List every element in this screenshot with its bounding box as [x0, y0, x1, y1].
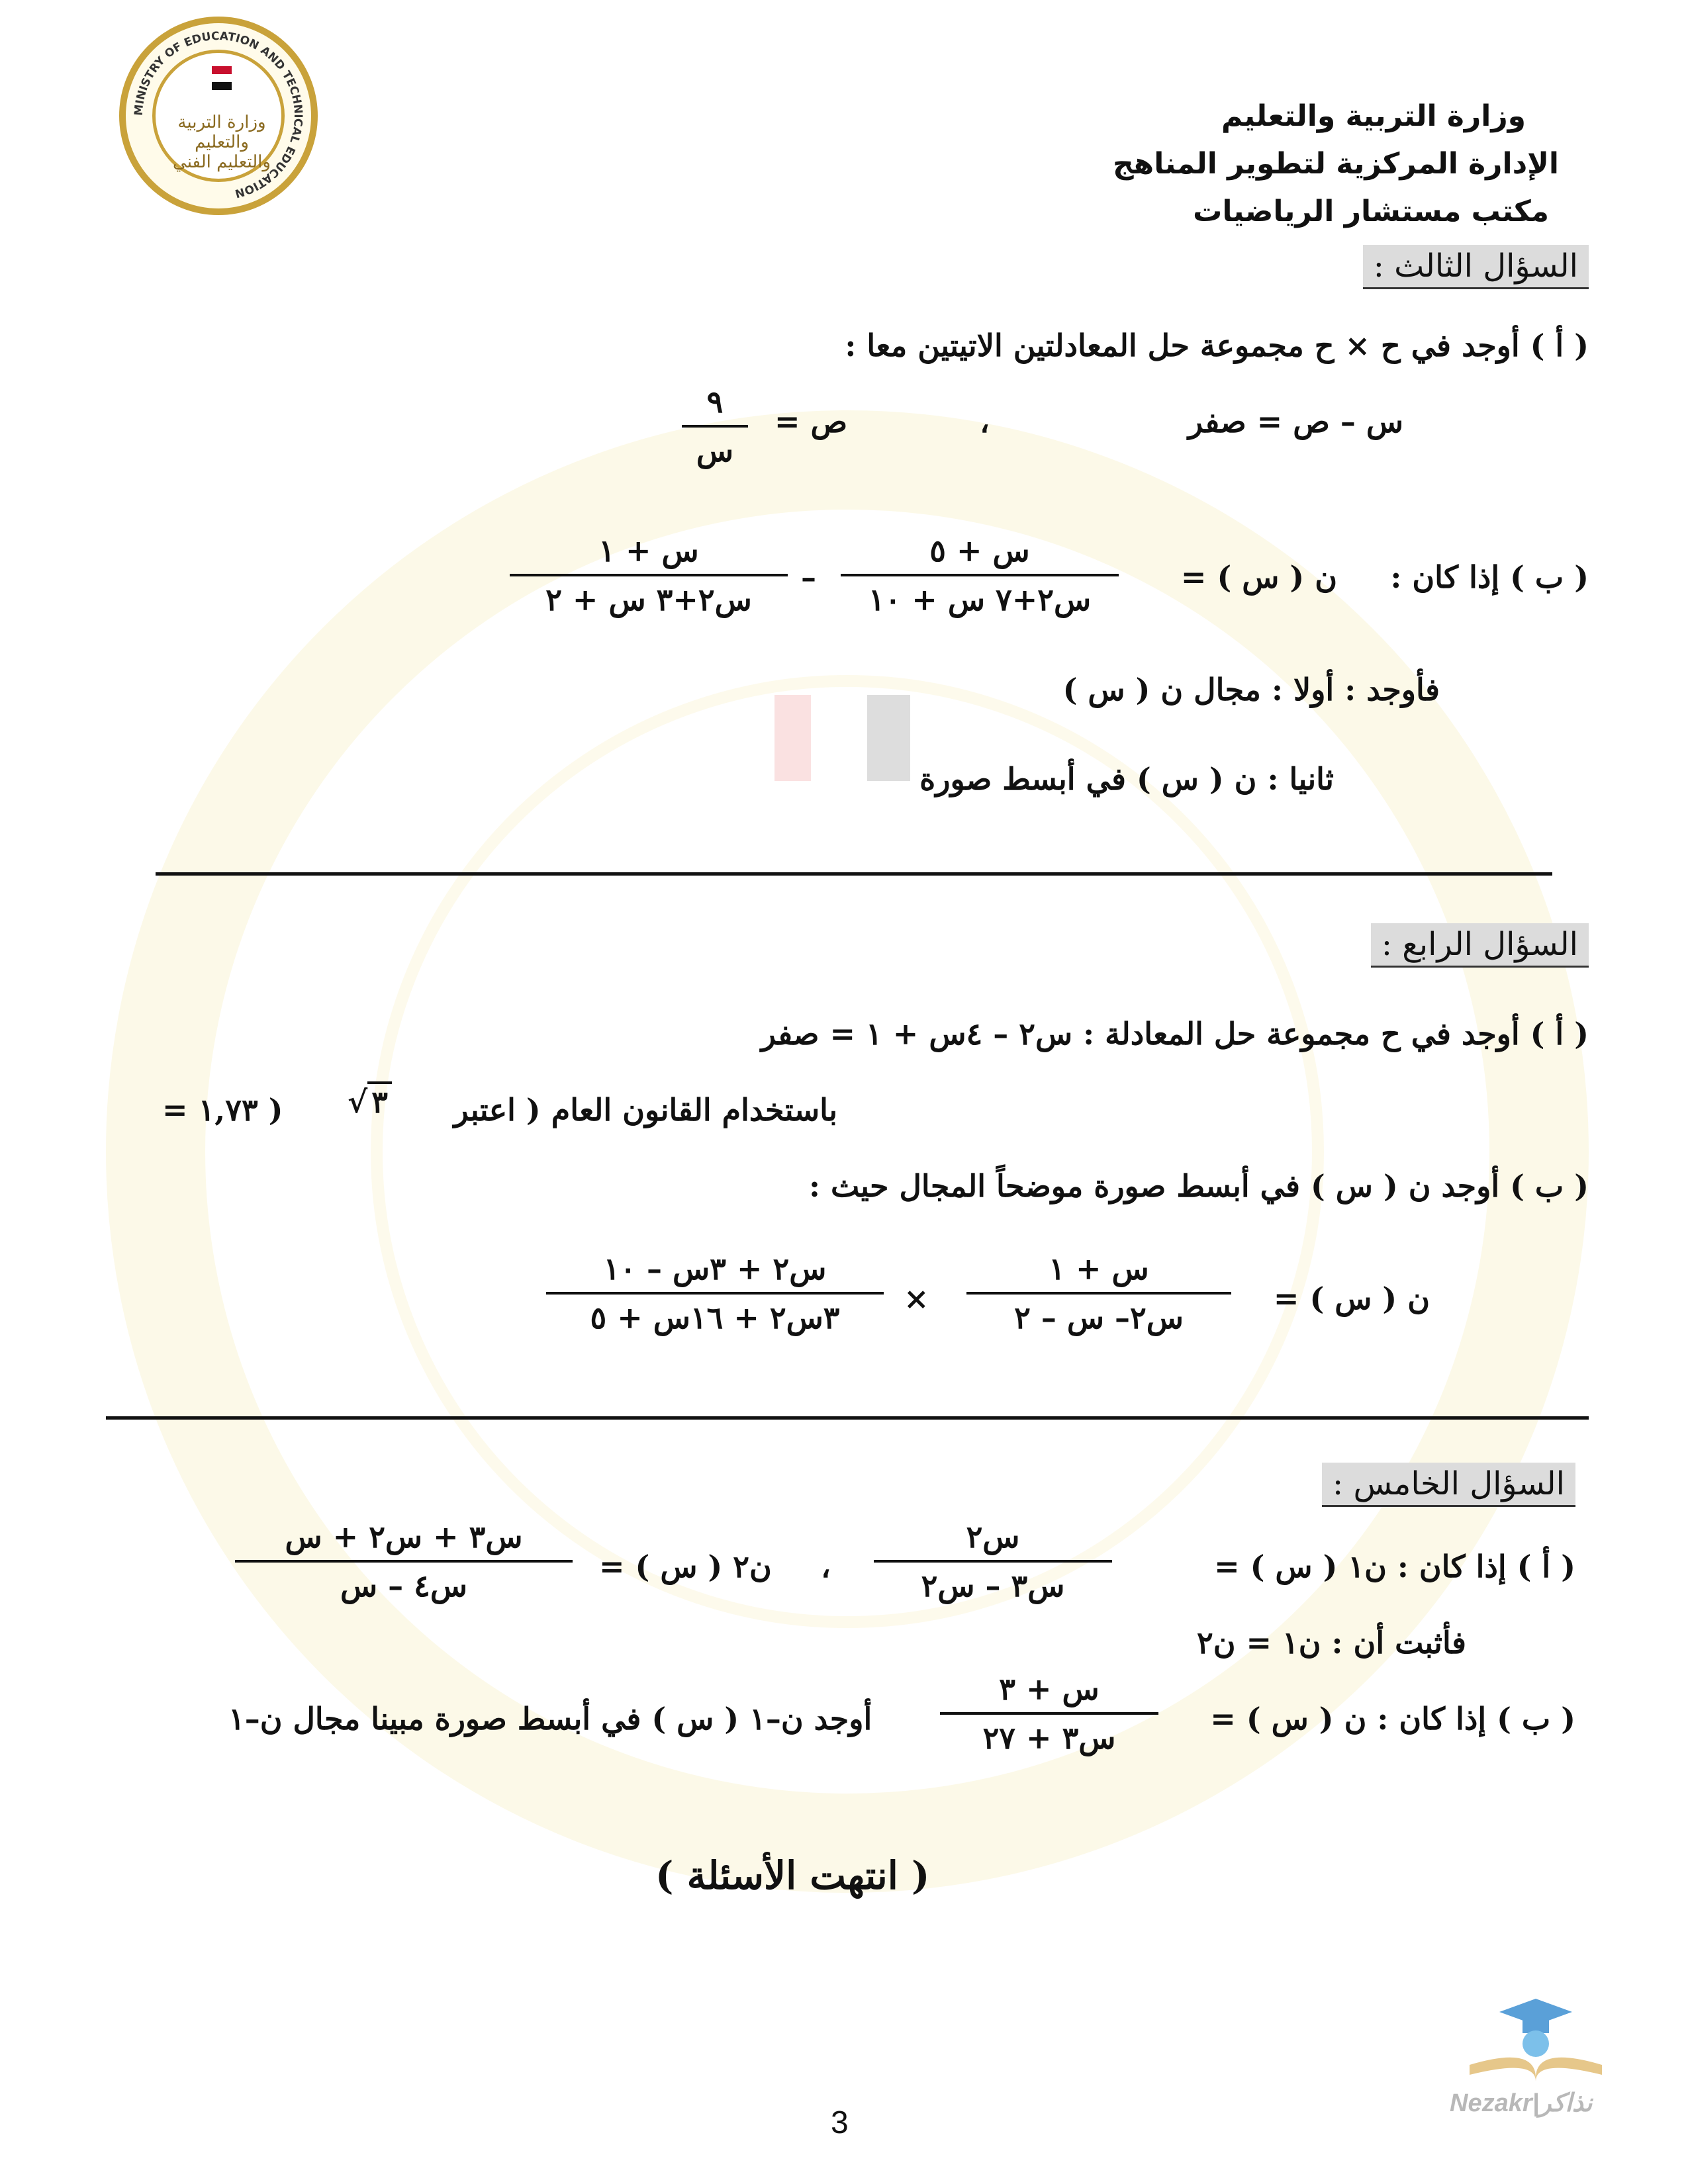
q5-title: السؤال الخامس :	[1322, 1463, 1575, 1507]
q4-b-fraction-1	[966, 1251, 1231, 1336]
q5-b-find: أوجد ن–١ ( س ) في أبسط صورة مبينا مجال ن–١	[228, 1701, 872, 1737]
fraction-bar	[966, 1292, 1231, 1295]
fraction-bar	[510, 574, 788, 576]
nezakr-brand-text: Nezakr|نذاكر	[1450, 2089, 1593, 2117]
watermark-inner-ring	[371, 675, 1324, 1628]
ministry-logo	[119, 17, 318, 215]
q4-a-sqrt	[348, 1084, 392, 1120]
q5-a-func2: ن٢ ( س ) =	[599, 1549, 772, 1584]
fraction-denominator: س٤ – س	[340, 1568, 468, 1604]
q3-b-find: فأوجد : أولا : مجال ن ( س )	[1062, 672, 1440, 707]
sqrt-radicand: ٣	[367, 1081, 392, 1120]
q5-a-fraction-2	[235, 1519, 573, 1604]
graduation-book-icon	[1443, 1992, 1628, 2085]
fraction-denominator: ٣س٢ + ١٦س + ٥	[590, 1300, 840, 1336]
fraction-denominator: س	[696, 433, 734, 469]
q3-b-fraction-2	[510, 533, 788, 617]
q4-a-approx: = ١,٧٣ )	[162, 1092, 283, 1128]
logo-ring-text	[126, 23, 311, 208]
q5-b-label: ( ب ) إذا كان : ن ( س ) =	[1210, 1701, 1575, 1737]
q3-a-text: ( أ ) أوجد في ح × ح مجموعة حل المعادلتين الاتيتين معا :	[845, 328, 1589, 363]
fraction-bar	[682, 425, 748, 428]
q5-a-label: ( أ ) إذا كان : ن١ ( س ) =	[1214, 1549, 1575, 1584]
header-department: الإدارة المركزية لتطوير المناهج	[1112, 147, 1559, 181]
q5-b-fraction	[940, 1671, 1158, 1756]
q3-b-func: ن ( س ) =	[1180, 559, 1337, 595]
q3-a-eq2-fraction	[682, 384, 748, 469]
fraction-numerator: س + ١	[1049, 1251, 1149, 1287]
fraction-denominator: س٢+٣ س + ٢	[545, 582, 752, 617]
logo-ring-textpath: MINISTRY OF EDUCATION AND TECHNICAL EDUCATION	[132, 29, 305, 201]
q5-a-comma: ،	[821, 1549, 831, 1584]
watermark-flag-block	[774, 695, 811, 781]
q4-title: السؤال الرابع :	[1371, 923, 1589, 968]
q3-a-eq1: س – ص = صفر	[1188, 404, 1403, 439]
fraction-bar	[940, 1712, 1158, 1715]
q4-b-text: ( ب ) أوجد ن ( س ) في أبسط صورة موضحاً المجال حيث :	[809, 1168, 1589, 1204]
fraction-numerator: س٣ + س٢ + س	[285, 1519, 523, 1555]
fraction-numerator: س + ٣	[999, 1671, 1100, 1707]
section-divider	[106, 1416, 1589, 1420]
q3-b-second: ثانيا : ن ( س ) في أبسط صورة	[919, 761, 1334, 797]
fraction-numerator: ٩	[706, 384, 724, 420]
fraction-denominator: س٣ + ٢٧	[982, 1720, 1116, 1756]
fraction-denominator: س٢– س – ٢	[1014, 1300, 1184, 1336]
nezakr-logo	[1443, 1992, 1628, 2124]
fraction-denominator: س٢+٧ س + ١٠	[868, 582, 1092, 617]
q3-b-fraction-1	[841, 533, 1119, 617]
q4-b-times: ×	[904, 1281, 929, 1316]
q4-a-law: باستخدام القانون العام ( اعتبر	[453, 1092, 837, 1128]
sqrt-icon: √	[348, 1084, 368, 1120]
fraction-bar	[841, 574, 1119, 576]
q4-a-text: ( أ ) أوجد في ح مجموعة حل المعادلة : س٢ – ٤س + ١ = صفر	[761, 1016, 1589, 1052]
header-office: مكتب مستشار الرياضيات	[1193, 195, 1549, 228]
q5-a-prove: فأثبت أن : ن١ = ن٢	[1196, 1625, 1466, 1661]
watermark-flag-block	[867, 695, 910, 781]
q3-b-label: ( ب ) إذا كان :	[1390, 559, 1589, 595]
svg-text:MINISTRY OF EDUCATION AND TECH	[132, 30, 305, 200]
logo-inner-text: وزارة التربية والتعليم والتعليم الفني	[173, 113, 271, 172]
fraction-numerator: س + ٥	[929, 533, 1030, 569]
header-ministry: وزارة التربية والتعليم	[1221, 99, 1526, 133]
fraction-bar	[546, 1292, 884, 1295]
fraction-numerator: س + ١	[598, 533, 699, 569]
fraction-numerator: س٢ + ٣س – ١٠	[603, 1251, 827, 1287]
end-of-questions: ( انتهت الأسئلة )	[655, 1853, 930, 1898]
fraction-numerator: س٢	[966, 1519, 1020, 1555]
q3-a-comma: ،	[980, 404, 990, 439]
q4-b-fraction-2	[546, 1251, 884, 1336]
q4-b-func: ن ( س ) =	[1273, 1281, 1430, 1316]
page-number: 3	[831, 2105, 849, 2140]
fraction-bar	[874, 1560, 1112, 1563]
q3-b-minus: –	[801, 559, 816, 595]
fraction-bar	[235, 1560, 573, 1563]
fraction-denominator: س٣ – س٢	[921, 1568, 1065, 1604]
section-divider	[156, 872, 1552, 876]
q3-title: السؤال الثالث :	[1363, 245, 1589, 289]
q5-a-fraction-1	[874, 1519, 1112, 1604]
q3-a-eq2-left: ص =	[774, 404, 848, 439]
